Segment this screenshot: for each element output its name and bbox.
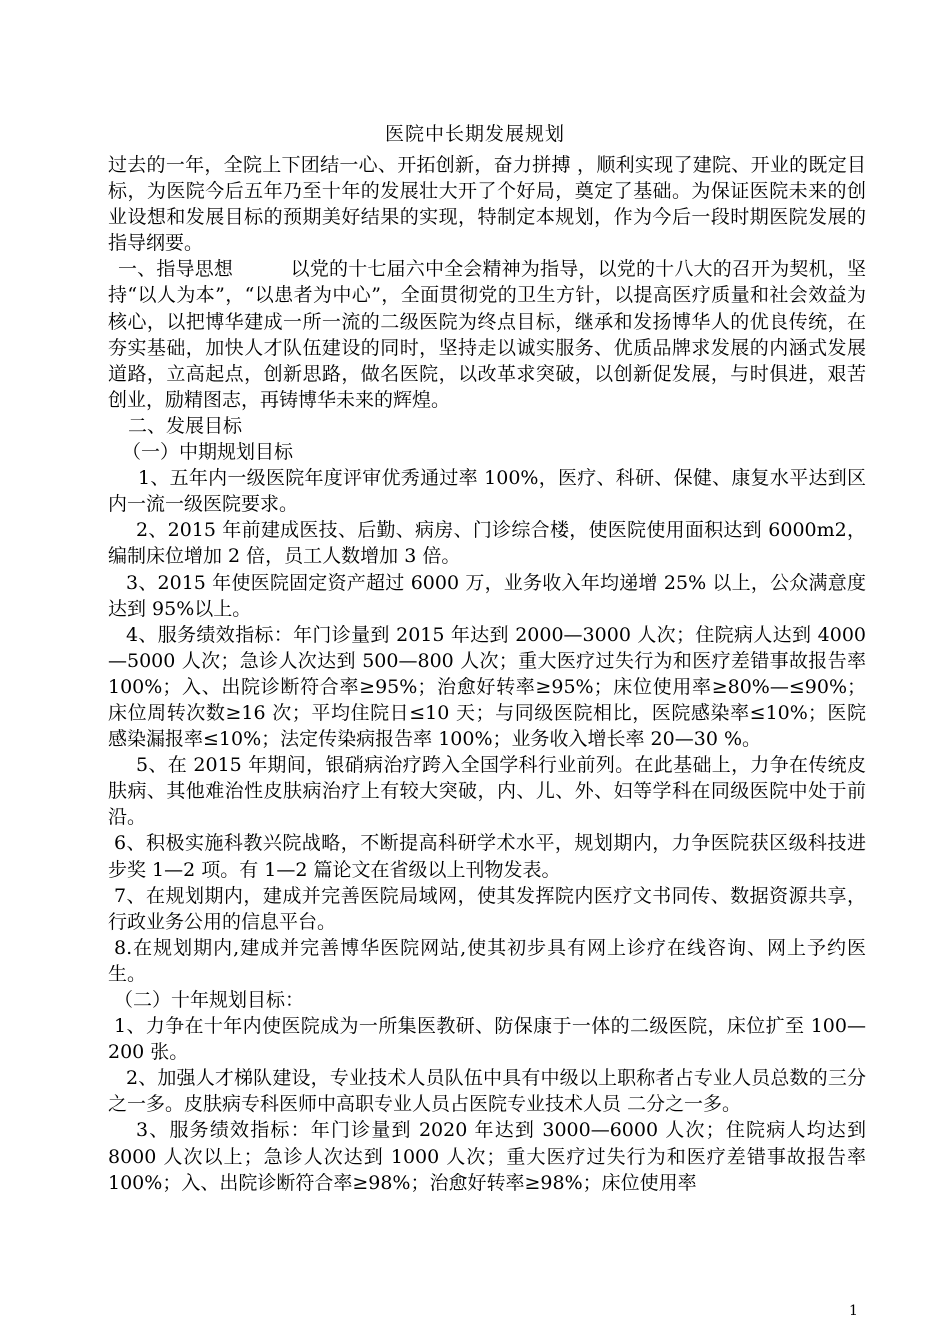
paragraph: 5、在 2015 年期间，银硝病治疗跨入全国学科行业前列。在此基础上，力争在传统皮肤病、其他难治性皮肤病治疗上有较大突破，内、儿、外、妇等学科在同级医院中处于前沿。 (108, 754, 866, 829)
paragraph: 4、服务绩效指标：年门诊量到 2015 年达到 2000—3000 人次；住院病人达到 4000—5000 人次；急诊人次达到 500—800 人次；重大医疗过失行为和医疗差错事故报告率 100%；入、出院诊断符合率≥95%；治愈好转率≥95%；床位使用率≥80%—≤90%；床位周转次数≥16 次；平均住院日≤10 天；与同级医院相比，医院感染率≤10%；医院感染漏报率≤10%；法定传染病报告率 100%；业务收入增长率 20—30 %。 (108, 623, 866, 751)
paragraph: 3、服务绩效指标：年门诊量到 2020 年达到 3000—6000 人次；住院病人均达到 8000 人次以上；急诊人次达到 1000 人次；重大医疗过失行为和医疗差错事故报告率 100%；入、出院诊断符合率≥98%；治愈好转率≥98%；床位使用率 (108, 1119, 866, 1194)
paragraph: 2、加强人才梯队建设，专业技术人员队伍中具有中级以上职称者占专业人员总数的三分之一多。皮肤病专科医师中高职专业人员占医院专业技术人员 二分之一多。 (108, 1067, 866, 1116)
paragraph: 一、指导思想 以党的十七届六中全会精神为指导，以党的十八大的召开为契机，坚持“以人为本”，“以患者为中心”，全面贯彻党的卫生方针，以提高医疗质量和社会效益为核心，以把博华建成一所一流的二级医院为终点目标，继承和发扬博华人的优良传统，在夯实基础，加快人才队伍建设的同时，坚持走以诚实服务、优质品牌求发展的内涵式发展道路，立高起点，创新思路，做名医院，以改革求突破，以创新促发展，与时俱进，艰苦创业，励精图志，再铸博华未来的辉煌。 (108, 258, 866, 411)
document-body (108, 152, 866, 1196)
paragraph: 6、积极实施科教兴院战略，不断提高科研学术水平，规划期内，力争医院获区级科技进步奖 1—2 项。有 1—2 篇论文在省级以上刊物发表。 (108, 832, 866, 881)
paragraph: 二、发展目标 (128, 414, 243, 437)
paragraph: 1、五年内一级医院年度评审优秀通过率 100%，医疗、科研、保健、康复水平达到区内一流一级医院要求。 (108, 467, 866, 516)
paragraph: 2、2015 年前建成医技、后勤、病房、门诊综合楼，使医院使用面积达到 6000m2，编制床位增加 2 倍，员工人数增加 3 倍。 (108, 519, 866, 568)
paragraph: 1、力争在十年内使医院成为一所集医教研、防保康于一体的二级医院，床位扩至 100—200 张。 (108, 1015, 866, 1064)
paragraph: 过去的一年，全院上下团结一心、开拓创新，奋力拼搏 ，顺利实现了建院、开业的既定目标，为医院今后五年乃至十年的发展壮大开了个好局，奠定了基础。为保证医院未来的创业设想和发展目标的预期美好结果的实现，特制定本规划，作为今后一段时期医院发展的指导纲要。 (108, 154, 866, 255)
page-number: 1 (849, 1303, 858, 1319)
paragraph: 8.在规划期内,建成并完善博华医院网站,使其初步具有网上诊疗在线咨询、网上予约医生。 (108, 936, 866, 985)
paragraph: （二）十年规划目标： (114, 989, 305, 1011)
document-title: 医院中长期发展规划 (384, 123, 565, 145)
paragraph: 3、2015 年使医院固定资产超过 6000 万，业务收入年均递增 25% 以上，公众满意度达到 95%以上。 (108, 571, 866, 620)
paragraph: （一）中期规划目标 (122, 441, 294, 464)
paragraph: 7、在规划期内，建成并完善医院局域网，使其发挥院内医疗文书同传、数据资源共享，行政业务公用的信息平台。 (108, 884, 866, 933)
